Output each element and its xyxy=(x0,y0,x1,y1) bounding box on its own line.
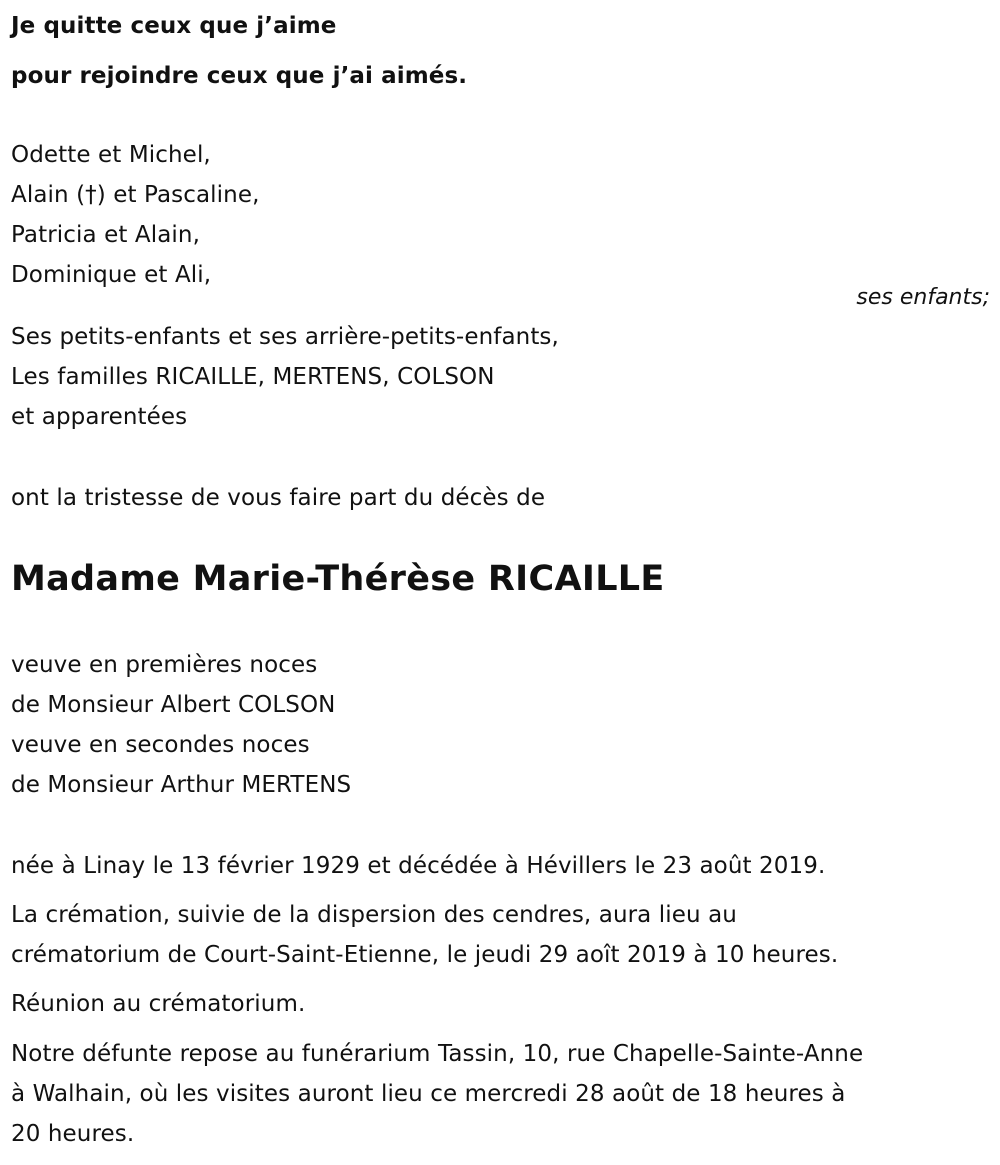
announcement-text: ont la tristesse de vous faire part du décès de xyxy=(11,485,546,511)
children-label: ses enfants; xyxy=(856,285,990,310)
visitation-line: Notre défunte repose au funérarium Tassin, 10, rue Chapelle-Sainte-Anne xyxy=(11,1041,864,1067)
relatives-line: Ses petits-enfants et ses arrière-petits-enfants, xyxy=(11,324,559,350)
child-line: Dominique et Ali, xyxy=(11,262,212,288)
epitaph-line-1: Je quitte ceux que j’aime xyxy=(11,13,337,39)
child-line: Patricia et Alain, xyxy=(11,222,201,248)
epitaph-line-2: pour rejoindre ceux que j’ai aimés. xyxy=(11,63,468,89)
marital-line: de Monsieur Arthur MERTENS xyxy=(11,772,352,798)
reunion-text: Réunion au crématorium. xyxy=(11,991,306,1017)
cremation-line: La crémation, suivie de la dispersion des cendres, aura lieu au xyxy=(11,902,737,928)
child-line: Alain (†) et Pascaline, xyxy=(11,182,260,208)
child-line: Odette et Michel, xyxy=(11,142,211,168)
deceased-name: Madame Marie-Thérèse RICAILLE xyxy=(11,559,665,599)
birth-death-text: née à Linay le 13 février 1929 et décédée à Hévillers le 23 août 2019. xyxy=(11,853,826,879)
marital-line: veuve en premières noces xyxy=(11,652,318,678)
relatives-line: et apparentées xyxy=(11,404,188,430)
cremation-line: crématorium de Court-Saint-Etienne, le jeudi 29 aoît 2019 à 10 heures. xyxy=(11,942,839,968)
visitation-line: à Walhain, où les visites auront lieu ce mercredi 28 août de 18 heures à xyxy=(11,1081,846,1107)
marital-line: de Monsieur Albert COLSON xyxy=(11,692,336,718)
relatives-line: Les familles RICAILLE, MERTENS, COLSON xyxy=(11,364,495,390)
marital-line: veuve en secondes noces xyxy=(11,732,310,758)
visitation-line: 20 heures. xyxy=(11,1121,135,1147)
